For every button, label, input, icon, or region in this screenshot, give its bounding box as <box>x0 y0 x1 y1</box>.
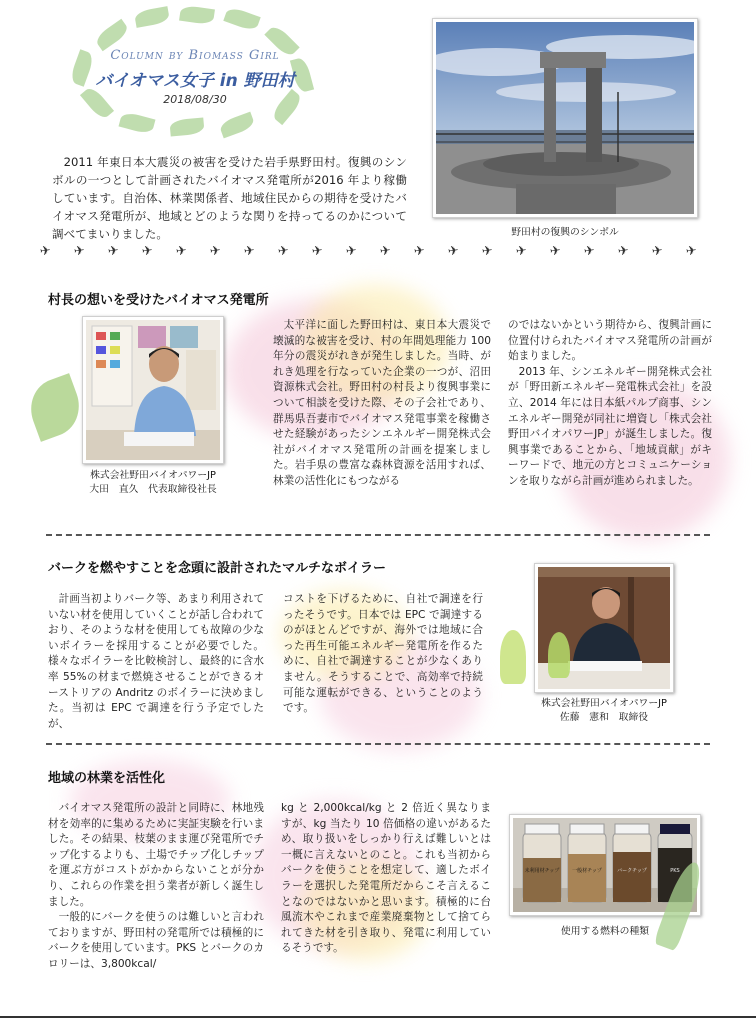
jar-label: バークチップ <box>617 868 647 874</box>
jar-label: 一般材チップ <box>572 868 602 874</box>
leaf-icon <box>223 6 260 33</box>
bird-icon: ✈ <box>73 243 86 260</box>
bird-icon: ✈ <box>277 243 290 260</box>
section3-col1-p2: 一般的にバークを使うのは難しいと言われておりますが、野田村の発電所では積極的にバークを使用しています。PKS とバークのカロリーは、3,800kcal/ <box>48 911 264 970</box>
section3-photo-caption: 使用する燃料の種類 <box>560 926 650 937</box>
president-photo-illustration <box>86 320 220 460</box>
fern-icon <box>548 632 570 678</box>
section1-photo <box>82 316 224 464</box>
fern-icon <box>500 630 526 684</box>
section-divider <box>46 534 710 536</box>
section2-heading: バークを燃やすことを念頭に設計されたマルチなボイラー <box>48 561 387 576</box>
leaf-icon <box>218 112 255 139</box>
bird-icon: ✈ <box>175 243 188 260</box>
leaf-icon <box>169 118 204 137</box>
section2-caption-person: 佐藤 憲和 取締役 <box>559 712 649 723</box>
bird-icon: ✈ <box>651 243 664 260</box>
hero-photo <box>432 18 698 218</box>
bird-icon: ✈ <box>617 243 630 260</box>
bird-icon: ✈ <box>141 243 154 260</box>
jar-label: PKS <box>670 868 680 874</box>
section1-col2-p2: 2013 年、シンエネルギー開発株式会社が「野田新エネルギー発電株式会社」を設立、2014 年には日本紙パルプ商事、シンエネルギー開発が同社に増資し「株式会社野田バイオパワーJP」が誕生しました。復興事業であることから、「地域貢献」がキーワードで、地元の方とコミュニケーションを取りながら計画が進められました。 <box>508 365 712 487</box>
bird-icon: ✈ <box>345 243 358 260</box>
bird-icon: ✈ <box>243 243 256 260</box>
section3-col1 <box>48 801 264 973</box>
section3-heading: 地域の林業を活性化 <box>48 771 166 786</box>
section1-heading: 村長の想いを受けたバイオマス発電所 <box>48 293 269 308</box>
section1-col1: 太平洋に面した野田村は、東日本大震災で壊滅的な被害を受け、村の年間処理能力 100 年分の震災がれきが発生しました。当時、がれき処理を行なっていた企業の一つが、沼田資源株式会社。野田村の村長より復興事業について相談を受けた際、その子会社であり、群馬県吾妻市でバイオマス発電事業を稼働させた経験があったシンエネルギー開発株式会社がバイオマス発電所の計画を提案しました。岩手県の豊富な森林資源を活用すれば、林業の活性化にもつながる <box>273 319 491 487</box>
section-divider <box>46 743 710 745</box>
bird-icon: ✈ <box>311 243 324 260</box>
hero-photo-caption: 野田村の復興のシンボル <box>511 227 619 238</box>
bird-icon: ✈ <box>549 243 562 260</box>
bottom-rule <box>0 1016 756 1018</box>
section1-caption-person: 大田 直久 代表取締役社長 <box>89 484 217 495</box>
bird-divider <box>40 244 720 264</box>
monument-photo-illustration <box>436 22 694 214</box>
leaf-icon <box>22 373 88 442</box>
column-kicker: Column by Biomass Girl <box>110 48 280 63</box>
bird-icon: ✈ <box>39 243 52 260</box>
bird-icon: ✈ <box>447 243 460 260</box>
bird-icon: ✈ <box>379 243 392 260</box>
section2-caption-company: 株式会社野田バイオパワーJP <box>541 698 667 709</box>
intro-text: 2011 年東日本大震災の被害を受けた岩手県野田村。復興のシンボルの一つとして計画されたバイオマス発電所が2016 年より稼働しています。自治体、林業関係者、地域住民からの期待を受けたバイオマス発電所が、地域とどのような関りを持ってるのかについて調べてまいりました。 <box>52 155 407 241</box>
leaf-icon <box>179 5 215 26</box>
section3-col2: kg と 2,000kcal/kg と 2 倍近く異なりますが、kg 当たり 10 倍価格の違いがあるため、取り扱いをしっかり行えば難しいとは一概に言えないとのこと。これも当初からバークを使うことを想定して、適したボイラーを選択した発電所だからこそ言えることなのではないかと思います。積極的に台風流木やこれまで産業廃棄物として捨てられてきた材を引き取り、発電に利用しているそうです。 <box>281 802 491 955</box>
section2-col2: コストを下げるために、自社で調達を行ったそうです。日本では EPC で調達するのがほとんどですが、海外では地域に合った再生可能エネルギー発電所を作るために、自社で調達することが少なくありません。そうすることで、高効率で持続可能な運転ができる、ということのようです。 <box>283 593 483 715</box>
leaf-icon <box>119 111 156 135</box>
section1-caption-company: 株式会社野田バイオパワーJP <box>90 470 216 481</box>
bird-icon: ✈ <box>107 243 120 260</box>
jar-label: 未利用材チップ <box>524 868 560 874</box>
section3-col1-p1: バイオマス発電所の設計と同時に、林地残材を効率的に集めるために実証実験を行いました。その結果、枝葉のまま運び発電所でチップ化するよりも、土場でチップ化しチップを運ぶ方がコストがかからないことが分かり、これらの作業を担う業者が新しく誕生しました。 <box>48 802 264 908</box>
leaf-icon <box>134 6 170 28</box>
bird-icon: ✈ <box>583 243 596 260</box>
bird-icon: ✈ <box>685 243 698 260</box>
bird-icon: ✈ <box>481 243 494 260</box>
bird-icon: ✈ <box>209 243 222 260</box>
bird-icon: ✈ <box>515 243 528 260</box>
section1-col2 <box>508 318 712 490</box>
leaf-icon <box>93 19 130 52</box>
column-title: バイオマス女子 in 野田村 <box>95 71 295 91</box>
section2-col1: 計画当初よりバーク等、あまり利用されていない材を使用していくことが話し合われており、そのような材を使用しても故障の少ないボイラーを採用することが必要でした。様々なボイラーを比較検討し、最終的に含水率 55%の材まで燃焼させることができるオーストリアの Andritz のボイラーに決めました。当初は EPC で調達を行う予定でしたが、 <box>48 593 264 730</box>
bird-icon: ✈ <box>413 243 426 260</box>
section1-col2-p1: のではないかという期待から、復興計画に位置付けられたバイオマス発電所の計画が始まりました。 <box>508 319 712 363</box>
column-date: 2018/08/30 <box>163 93 227 106</box>
